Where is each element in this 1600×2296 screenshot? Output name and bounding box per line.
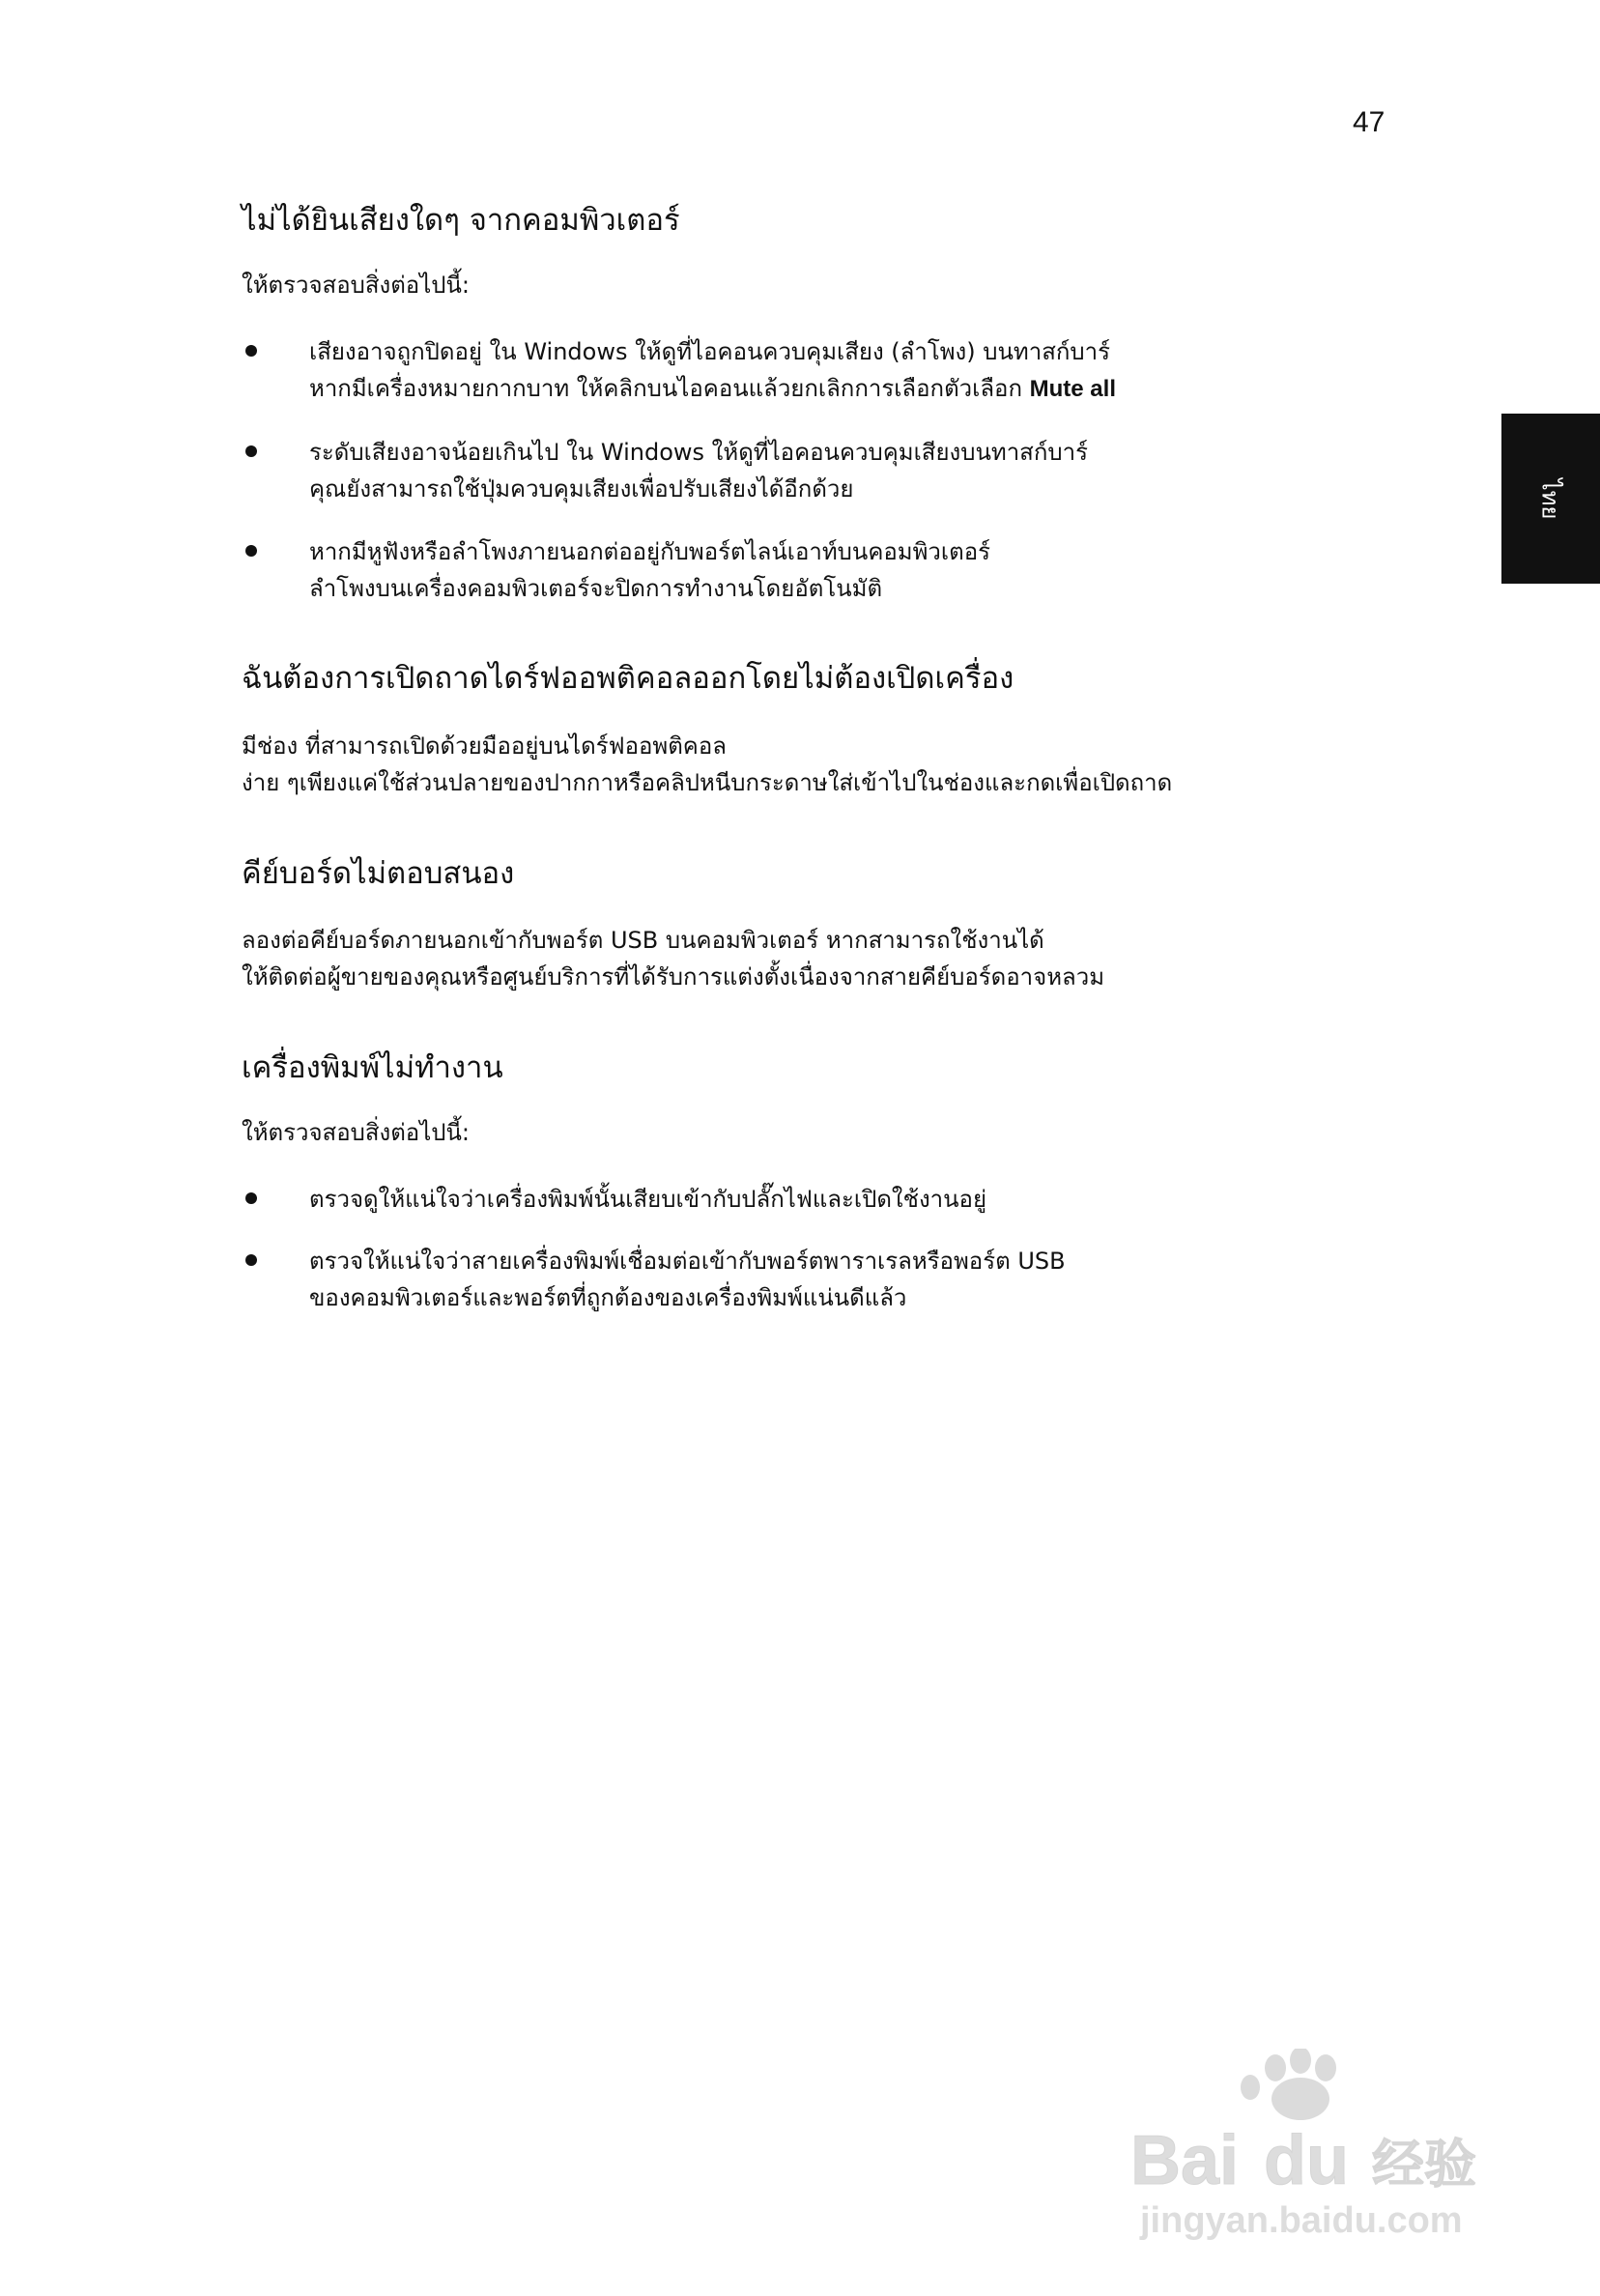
watermark-brand-text: Bai [1130,2122,1240,2199]
section-paragraph-line: ลองต่อคีย์บอร์ดภายนอกเข้ากับพอร์ต USB บนคอมพิวเตอร์ หากสามารถใช้งานได้ [242,926,1044,954]
language-tab [1501,414,1600,584]
section-printer [242,1048,1353,1317]
watermark-cn-text: 经验 [1372,2134,1476,2195]
list-item-line: หากมีหูฟังหรือลำโพงภายนอกต่ออยู่กับพอร์ตไลน์เอาท์บนคอมพิวเตอร์ [309,537,990,565]
watermark-url-text: jingyan.baidu.com [1140,2200,1463,2241]
list-item [242,533,1353,608]
bullet-list [242,333,1353,607]
section-heading: เครื่องพิมพ์ไม่ทำงาน [242,1049,503,1085]
list-item [242,1181,1353,1218]
paw-logo-icon [1241,2049,1336,2120]
list-item-line: เสียงอาจถูกปิดอยู่ ใน Windows ให้ดูที่ไอคอนควบคุมเสียง (ลำโพง) บนทาสก์บาร์ [309,338,1110,366]
page-content [242,201,1353,1369]
bullet-dot-icon [245,545,257,557]
list-item [242,434,1353,508]
bullet-list [242,1181,1353,1317]
section-keyboard [242,854,1353,996]
section-no-sound [242,201,1353,607]
bullet-dot-icon [245,345,257,357]
svg-text:du: du [1264,2122,1349,2199]
language-tab-label: ไทย [1536,478,1564,519]
section-heading: ไม่ได้ยินเสียงใดๆ จากคอมพิวเตอร์ [242,203,680,238]
section-heading: คีย์บอร์ดไม่ตอบสนอง [242,855,515,891]
list-item-line: ระดับเสียงอาจน้อยเกินไป ใน Windows ให้ดูที่ไอคอนควบคุมเสียงบนทาสก์บาร์ [309,438,1088,466]
mute-all-option-label: Mute all [1029,376,1116,403]
section-paragraph-line: มีช่อง ที่สามารถเปิดด้วยมืออยู่บนไดร์ฟออพติคอล [242,732,727,760]
list-item [242,1243,1353,1317]
bullet-dot-icon [245,445,257,457]
list-item-line: ของคอมพิวเตอร์และพอร์ตที่ถูกต้องของเครื่องพิมพ์แน่นดีแล้ว [309,1284,907,1312]
list-item-text: หากมีเครื่องหมายกากบาท ให้คลิกบนไอคอนแล้วยกเลิกการเลือกตัวเลือก [309,375,1030,403]
page-number: 47 [1353,106,1386,138]
section-intro: ให้ตรวจสอบสิ่งต่อไปนี้: [242,1118,471,1146]
section-intro: ให้ตรวจสอบสิ่งต่อไปนี้: [242,272,471,300]
list-item [242,333,1353,409]
bullet-dot-icon [245,1192,257,1204]
list-item-line: ตรวจดูให้แน่ใจว่าเครื่องพิมพ์นั้นเสียบเข้ากับปลั๊กไฟและเปิดใช้งานอยู่ [309,1185,987,1213]
section-paragraph-line: ให้ติดต่อผู้ขายของคุณหรือศูนย์บริการที่ได้รับการแต่งตั้งเนื่องจากสายคีย์บอร์ดอาจหลวม [242,963,1105,991]
list-item-line: คุณยังสามารถใช้ปุ่มควบคุมเสียงเพื่อปรับเสียงได้อีกด้วย [309,475,854,503]
list-item-line: ลำโพงบนเครื่องคอมพิวเตอร์จะปิดการทำงานโดยอัตโนมัติ [309,575,883,603]
baidu-jingyan-watermark [1130,2049,1507,2242]
list-item-line [309,370,1353,408]
bullet-dot-icon [245,1254,257,1266]
section-paragraph-line: ง่าย ๆเพียงแค่ใช้ส่วนปลายของปากกาหรือคลิปหนีบกระดาษใส่เข้าไปในช่องและกดเพื่อเปิดถาด [242,769,1173,797]
section-optical-drive [242,659,1353,801]
section-heading: ฉันต้องการเปิดถาดไดร์ฟออพติคอลออกโดยไม่ต้องเปิดเครื่อง [242,661,1014,697]
list-item-line: ตรวจให้แน่ใจว่าสายเครื่องพิมพ์เชื่อมต่อเข้ากับพอร์ตพาราเรลหรือพอร์ต USB [309,1248,1066,1276]
